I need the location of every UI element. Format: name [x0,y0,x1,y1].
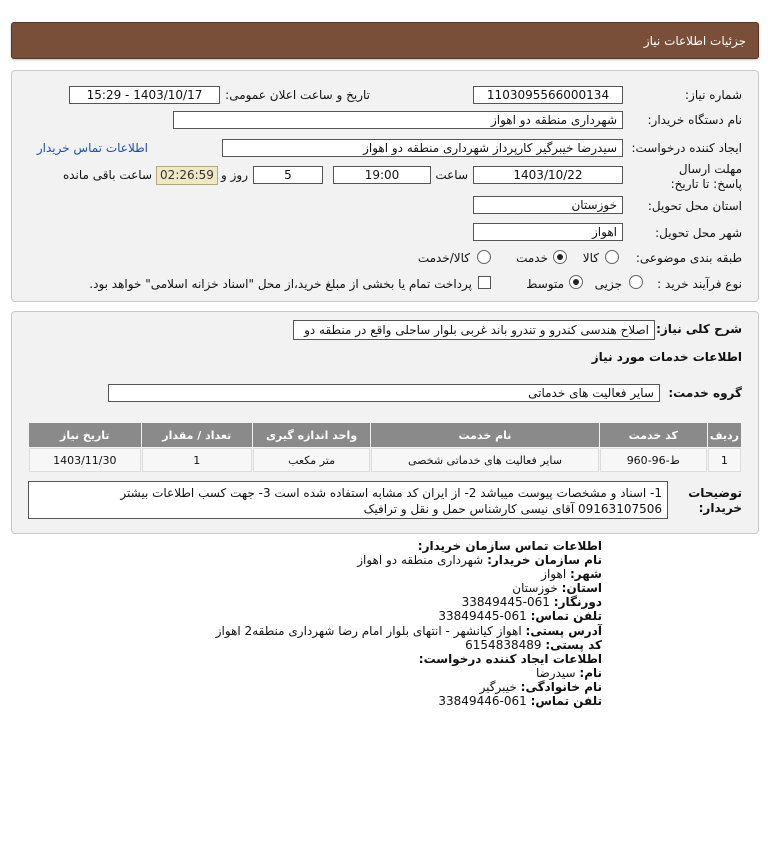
process-option-medium: متوسط [526,277,564,291]
notes-line-1: 1- اسناد و مشخصات پیوست میباشد 2- از ایران کد مشابه استفاده شده است 3- جهت کسب اطلاعات بیشتر [120,486,662,500]
time-label: ساعت [435,168,468,182]
category-radio-service[interactable] [553,250,567,264]
city-field: اهواز [473,223,623,241]
process-label: نوع فرآیند خرید : [657,277,742,291]
category-label: طبقه بندی موضوعی: [635,251,742,265]
contact-address-label: آدرس پستی: [525,623,602,638]
contact-city-label: شهر: [570,567,602,582]
buyer-org-field: شهرداری منطقه دو اهواز [173,111,623,129]
table-row [29,448,741,472]
summary-label: شرح کلی نیاز: [656,322,742,336]
creator-phone-label: تلفن تماس: [530,694,602,709]
creator-phone: 061-33849446 [438,694,527,709]
services-heading: اطلاعات خدمات مورد نیاز [591,350,742,364]
cell-row-number: 1 [708,448,741,472]
col-header-service-name: نام خدمت [371,423,599,447]
cell-quantity: 1 [142,448,252,472]
notes-line-2: 09163107506 آقای نیسی کارشناس حمل و نقل و ترافیک [363,502,662,516]
service-group-field: سایر فعالیت های خدماتی [108,384,660,402]
service-group-label: گروه خدمت: [668,386,742,400]
buyer-contact-link[interactable]: اطلاعات تماس خریدار [36,141,148,155]
buyer-org-label: نام دستگاه خریدار: [647,113,742,127]
announce-field: 1403/10/17 - 15:29 [69,86,220,104]
contact-fax-label: دورنگار: [553,595,602,610]
contact-province: خوزستان [512,581,558,596]
process-option-minor: جزیی [594,277,622,291]
category-option-goods: کالا [582,251,599,265]
contact-postal: 6154838489 [465,637,542,652]
cell-unit: متر مکعب [253,448,370,472]
creator-family: خیبرگیر [479,679,517,694]
deadline-label: مهلت ارسال پاسخ: تا تاریخ: [670,162,742,191]
page-title: جزئیات اطلاعات نیاز [643,34,746,48]
cell-need-date: 1403/11/30 [29,448,141,472]
days-label: روز و [221,168,248,182]
province-label: استان محل تحویل: [647,199,742,213]
cell-service-name: سایر فعالیت های خدماتی شخصی [371,448,599,472]
contact-address: اهواز کیانشهر - انتهای بلوار امام رضا شهرداری منطقه2 اهواز [215,623,522,638]
payment-checkbox[interactable] [478,276,491,289]
notes-label: توضیحات خریدار: [688,486,742,515]
page-header [11,22,759,59]
col-header-unit: واحد اندازه گیری [253,423,370,447]
category-option-goods-service: کالا/خدمت [417,251,470,265]
need-number-field: 1103095566000134 [473,86,623,104]
deadline-date-field: 1403/10/22 [473,166,623,184]
days-field: 5 [253,166,323,184]
contact-info [10,539,602,708]
contact-phone: 061-33849445 [438,609,527,624]
table-header-row [29,423,741,447]
need-number-label: شماره نیاز: [685,88,742,102]
summary-field: اصلاح هندسی کندرو و تندرو باند غربی بلوار ساحلی واقع در منطقه دو [293,320,655,340]
announce-label: تاریخ و ساعت اعلان عمومی: [225,88,370,102]
col-header-service-code: کد خدمت [600,423,707,447]
contact-province-label: استان: [561,581,602,596]
remaining-label: ساعت باقی مانده [62,168,152,182]
contact-heading: اطلاعات تماس سازمان خریدار: [417,539,602,553]
province-field: خوزستان [473,196,623,214]
creator-heading: اطلاعات ایجاد کننده درخواست: [418,651,602,666]
contact-postal-label: کد پستی: [545,637,602,652]
contact-org-label: نام سازمان خریدار: [487,553,602,568]
creator-name: سیدرضا [535,665,576,680]
process-radio-medium[interactable] [569,275,583,289]
process-radio-minor[interactable] [629,275,643,289]
creator-family-label: نام خانوادگی: [520,679,602,694]
contact-fax: 061-33849445 [461,595,550,610]
contact-org: شهرداری منطقه دو اهواز [357,553,484,568]
cell-service-code: ط-96-960 [600,448,707,472]
col-header-need-date: تاریخ نیاز [29,423,141,447]
category-radio-goods[interactable] [605,250,619,264]
payment-note: پرداخت تمام یا بخشی از مبلغ خرید،از محل "اسناد خزانه اسلامی" خواهد بود. [89,277,472,291]
notes-box [28,481,668,519]
col-header-quantity: تعداد / مقدار [142,423,252,447]
category-radio-goods-service[interactable] [477,250,491,264]
col-header-row-number: ردیف [708,423,741,447]
creator-label: ایجاد کننده درخواست: [631,141,742,155]
services-table [28,422,742,473]
deadline-time-field: 19:00 [333,166,431,184]
category-option-service: خدمت [516,251,548,265]
contact-city: اهواز [541,567,567,582]
creator-field: سیدرضا خیبرگیر کارپرداز شهرداری منطقه دو اهواز [222,139,623,157]
remaining-timer: 02:26:59 [156,166,218,185]
contact-phone-label: تلفن تماس: [530,609,602,624]
city-label: شهر محل تحویل: [655,226,742,240]
creator-name-label: نام: [579,665,602,680]
